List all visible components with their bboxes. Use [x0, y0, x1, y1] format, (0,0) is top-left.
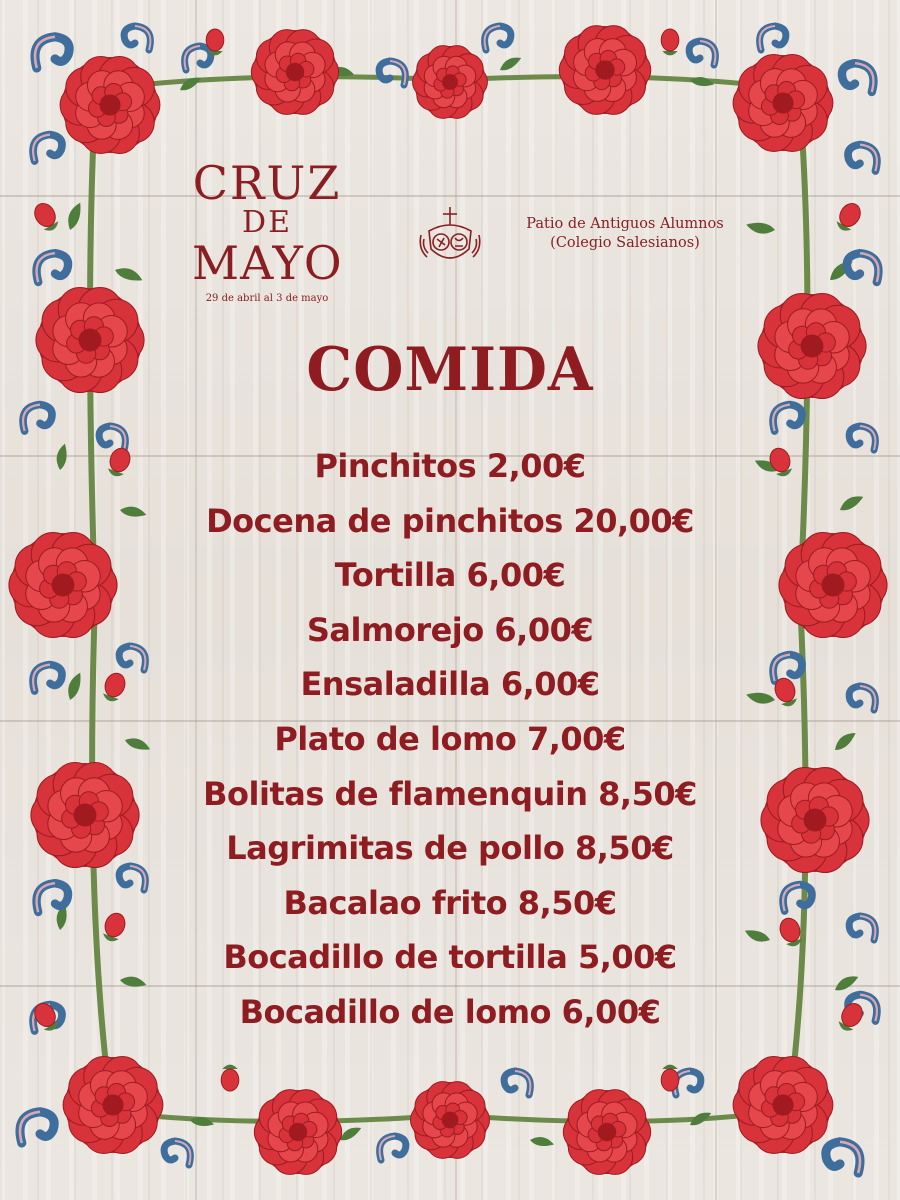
food-menu-list — [0, 439, 900, 1040]
carnation-icon — [733, 55, 833, 152]
carnation-icon — [563, 1090, 650, 1175]
salesian-crest-icon — [415, 205, 485, 269]
leaf-icon — [529, 1133, 555, 1150]
scroll-ornament-icon — [847, 253, 879, 282]
scroll-ornament-icon — [760, 26, 786, 50]
bud-icon — [833, 200, 864, 235]
leaf-icon — [189, 1113, 215, 1130]
logo-line-mayo: MAYO — [192, 236, 343, 290]
leaf-icon — [114, 263, 145, 287]
scroll-ornament-icon — [689, 41, 715, 65]
menu-item: Docena de pinchitos 20,00€ — [206, 501, 694, 540]
menu-item: Salmorejo 6,00€ — [306, 610, 594, 649]
carnation-icon — [410, 1082, 489, 1159]
scroll-ornament-icon — [37, 253, 69, 282]
venue-line-2: (Colegio Salesianos) — [550, 235, 700, 252]
leaf-icon — [498, 55, 524, 72]
logo-line-de: DE — [242, 205, 292, 240]
bud-icon — [661, 29, 679, 55]
menu-item: Bacalao frito 8,50€ — [283, 883, 617, 922]
carnation-icon — [733, 1057, 833, 1154]
bud-icon — [221, 1065, 239, 1091]
menu-item: Pinchitos 2,00€ — [314, 447, 586, 485]
leaf-icon — [745, 218, 776, 239]
leaf-icon — [689, 73, 715, 90]
scroll-ornament-icon — [773, 405, 802, 431]
scroll-ornament-icon — [842, 63, 874, 92]
carnation-icon — [559, 26, 651, 115]
scroll-ornament-icon — [504, 1071, 530, 1095]
carnation-icon — [251, 30, 338, 115]
menu-item: Ensaladilla 6,00€ — [300, 665, 600, 704]
scroll-ornament-icon — [826, 1142, 860, 1173]
carnation-icon — [60, 57, 160, 154]
carnation-icon — [254, 1090, 341, 1175]
menu-item: Lagrimitas de pollo 8,50€ — [226, 829, 674, 868]
logo-line-cruz: CRUZ — [192, 156, 342, 210]
scroll-ornament-icon — [33, 135, 62, 161]
bud-icon — [31, 200, 62, 235]
event-dates: 29 de abril al 3 de mayo — [205, 293, 329, 304]
scroll-ornament-icon — [485, 26, 511, 50]
scroll-ornament-icon — [164, 1141, 190, 1165]
carnation-icon — [63, 1057, 163, 1154]
venue-line-1: Patio de Antiguos Alumnos — [526, 216, 724, 232]
menu-item: Bolitas de flamenquin 8,50€ — [203, 774, 697, 813]
scroll-ornament-icon — [185, 46, 211, 70]
scroll-ornament-icon — [848, 145, 877, 171]
menu-item: Bocadillo de tortilla 5,00€ — [223, 938, 677, 977]
scroll-ornament-icon — [380, 1136, 406, 1160]
menu-item: Plato de lomo 7,00€ — [274, 719, 626, 758]
bud-icon — [661, 1065, 679, 1091]
scroll-ornament-icon — [23, 405, 52, 431]
scroll-ornament-icon — [379, 61, 405, 85]
scroll-ornament-icon — [20, 1112, 54, 1143]
bud-icon — [206, 29, 224, 55]
venue-block — [505, 215, 745, 253]
menu-item: Tortilla 6,00€ — [334, 556, 566, 595]
carnation-icon — [413, 46, 488, 119]
cruz-de-mayo-logo — [192, 156, 343, 304]
leaf-icon — [63, 201, 87, 232]
menu-item: Bocadillo de lomo 6,00€ — [239, 992, 661, 1031]
scroll-ornament-icon — [35, 37, 69, 68]
menu-heading: COMIDA — [306, 335, 594, 405]
scroll-ornament-icon — [124, 26, 150, 50]
